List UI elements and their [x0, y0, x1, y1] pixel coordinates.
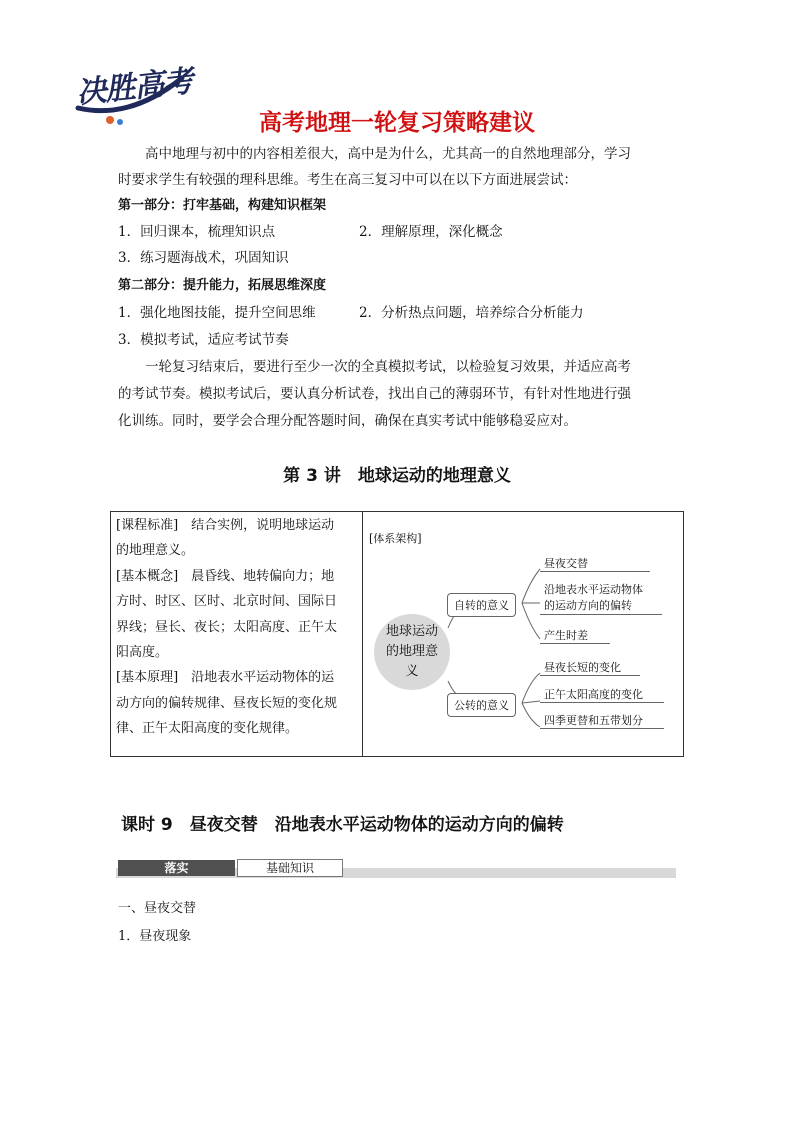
- syllabus-line: 界线；昼长、夜长；太阳高度、正午太: [116, 619, 338, 635]
- intro-line: 高中地理与初中的内容相差很大，高中是为什么，尤其高一的自然地理部分，学习: [145, 146, 631, 162]
- leaf-underline: [540, 614, 662, 615]
- syllabus-line: 律、正午太阳高度的变化规律。: [116, 721, 299, 737]
- banner-light-label: 基础知识: [237, 859, 343, 877]
- syllabus-text: [116, 513, 356, 742]
- subsection-heading: 1．昼夜现象: [118, 929, 192, 944]
- framework-leaf: 昼夜交替: [544, 557, 588, 570]
- part1-heading: 第一部分：打牢基础，构建知识框架: [118, 198, 327, 213]
- syllabus-line: 动方向的偏转规律、昼夜长短的变化规: [116, 695, 338, 711]
- leaf-underline: [540, 728, 664, 729]
- syllabus-line: [课程标准] 结合实例，说明地球运动: [116, 518, 335, 533]
- intro-line: 化训练。同时，要学会合理分配答题时间，确保在真实考试中能够稳妥应对。: [118, 413, 577, 429]
- page-title: 高考地理一轮复习策略建议: [259, 110, 535, 136]
- syllabus-line: [基本概念] 晨昏线、地转偏向力；地: [116, 568, 335, 584]
- intro-line: 的考试节奏。模拟考试后，要认真分析试卷，找出自己的薄弱环节，有针对性地进行强: [118, 386, 631, 402]
- part2-heading: 第二部分：提升能力，拓展思维深度: [118, 278, 327, 293]
- framework-leaf: 四季更替和五带划分: [544, 714, 643, 727]
- syllabus-line: 阳高度。: [116, 645, 169, 661]
- intro-line: 时要求学生有较强的理科思维。考生在高三复习中可以在以下方面进展尝试：: [118, 172, 577, 188]
- leaf-underline: [540, 643, 610, 644]
- rotation-node: 自转的意义: [447, 593, 516, 617]
- syllabus-line: 的地理意义。: [116, 543, 195, 559]
- list-item: 3．模拟考试，适应考试节奏: [118, 332, 289, 348]
- banner-dark-label: 落实: [118, 860, 235, 876]
- list-item: 2．理解原理，深化概念: [359, 224, 503, 240]
- section-heading: 一、昼夜交替: [118, 901, 197, 916]
- framework-label: [体系架构]: [369, 532, 422, 545]
- leaf-underline: [540, 675, 640, 676]
- framework-leaf: 的运动方向的偏转: [544, 599, 632, 612]
- list-item: 3．练习题海战术，巩固知识: [118, 250, 289, 266]
- lecture-title: 第 3 讲 地球运动的地理意义: [283, 466, 511, 486]
- framework-leaf: 昼夜长短的变化: [544, 661, 621, 674]
- lesson-title: 课时 9 昼夜交替 沿地表水平运动物体的运动方向的偏转: [121, 815, 564, 835]
- leaf-underline: [540, 571, 650, 572]
- syllabus-line: [基本原理] 沿地表水平运动物体的运: [116, 670, 335, 686]
- revolution-node: 公转的意义: [447, 693, 516, 717]
- framework-leaf: 正午太阳高度的变化: [544, 688, 643, 701]
- list-item: 1．强化地图技能，提升空间思维: [118, 305, 316, 321]
- framework-leaf: 沿地表水平运动物体: [544, 583, 643, 596]
- framework-leaf: 产生时差: [544, 629, 588, 642]
- logo-text: 决胜高考: [74, 64, 194, 111]
- syllabus-line: 方时、时区、区时、北京时间、国际日: [116, 594, 338, 610]
- leaf-underline: [540, 702, 664, 703]
- list-item: 2．分析热点问题，培养综合分析能力: [359, 305, 584, 321]
- intro-line: 一轮复习结束后，要进行至少一次的全真模拟考试，以检验复习效果，并适应高考: [145, 359, 631, 375]
- list-item: 1．回归课本，梳理知识点: [118, 224, 276, 240]
- framework-center-node: 地球运动的地理意义: [374, 614, 450, 690]
